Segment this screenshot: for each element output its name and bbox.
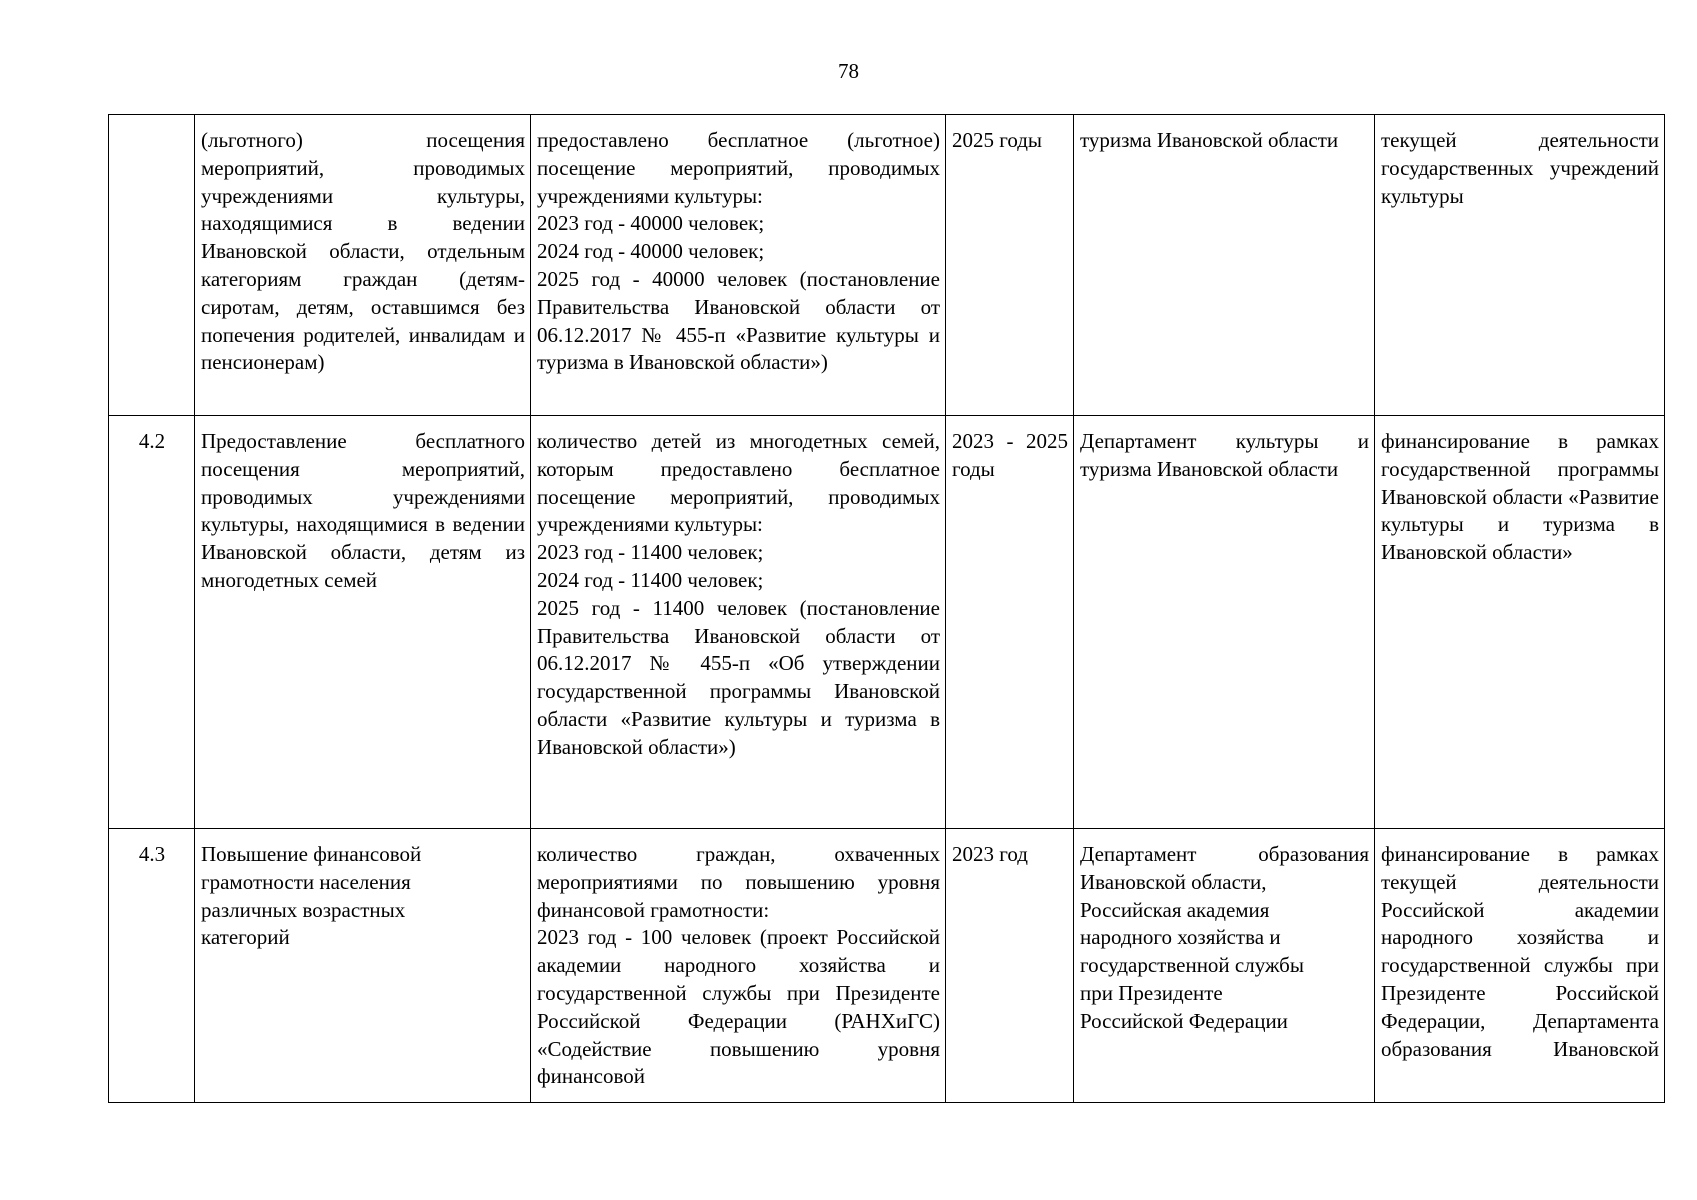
measure-name-line: категорий [201, 925, 290, 950]
funding-cell: текущей деятельности государственных учреждений культуры [1375, 115, 1665, 416]
indicator-2024: 2024 год - 40000 человек; [537, 239, 765, 264]
indicator-2023: 2023 год - 40000 человек; [537, 211, 765, 236]
executor-line: народного хозяйства и [1080, 925, 1281, 950]
indicator-cell [531, 416, 946, 829]
measure-name-line: грамотности населения [201, 869, 411, 894]
indicator-cell [531, 829, 946, 1103]
indicator-2023: 2023 год - 11400 человек; [537, 540, 764, 565]
row-number [109, 115, 195, 416]
indicator-2024: 2024 год - 11400 человек; [537, 567, 764, 592]
indicator-intro: количество детей из многодетных семей, которым предоставлено бесплатное посещение мероприятий, проводимых учреждениями культуры: [537, 429, 940, 537]
indicator-cell [531, 115, 946, 416]
executor-line: при Президенте [1080, 980, 1223, 1005]
indicator-intro: предоставлено бесплатное (льготное) посещение мероприятий, проводимых учреждениями культуры: [537, 128, 940, 208]
executor-line: Департамент образования [1080, 842, 1369, 866]
period-cell: 2023 год [946, 829, 1074, 1103]
measure-name-line: Повышение финансовой [201, 842, 422, 866]
measure-name: (льготного) посещения мероприятий, проводимых учреждениями культуры, находящимися в ведении Ивановской области, отдельным категориям граждан (детям-сиротам, детям, оставшимся без попечения родителей, инвалидам и пенсионерам) [195, 115, 531, 416]
table-row [109, 829, 1665, 1103]
measures-table [108, 114, 1665, 1103]
indicator-2025: 2025 год - 40000 человек (постановление Правительства Ивановской области от 06.12.2017 № 455-п «Развитие культуры и туризма в Ивановской области») [537, 266, 940, 375]
executor-line: Ивановской области, [1080, 869, 1267, 894]
page-number: 78 [838, 59, 859, 83]
period-cell: 2025 годы [946, 115, 1074, 416]
row-number: 4.2 [109, 416, 195, 829]
row-number: 4.3 [109, 829, 195, 1103]
table-row [109, 115, 1665, 416]
executor-cell [1074, 829, 1375, 1103]
measure-name: Предоставление бесплатного посещения мероприятий, проводимых учреждениями культуры, находящимися в ведении Ивановской области, детям из многодетных семей [195, 416, 531, 829]
executor-line: государственной службы [1080, 953, 1304, 978]
executor-line: Российской Федерации [1080, 1008, 1288, 1033]
funding-cell [1375, 829, 1665, 1103]
period-cell: 2023 - 2025 годы [946, 416, 1074, 829]
table-row [109, 416, 1665, 829]
executor-cell: Департамент культуры и туризма Ивановской области [1074, 416, 1375, 829]
funding-text: финансирование в рамках текущей деятельности Российской академии народного хозяйства и государственной службы при Президенте Российской Федерации, Департамента образования Ивановской [1381, 842, 1659, 1061]
funding-cell: финансирование в рамках государственной программы Ивановской области «Развитие культуры и туризма в Ивановской области» [1375, 416, 1665, 829]
executor-cell: туризма Ивановской области [1074, 115, 1375, 416]
indicator-intro: количество граждан, охваченных мероприятиями по повышению уровня финансовой грамотности: [537, 842, 940, 922]
measure-name [195, 829, 531, 1103]
indicator-2023: 2023 год - 100 человек (проект Российской академии народного хозяйства и государственной службы при Президенте Российской Федерации (РАНХиГС) «Содействие повышению уровня финансовой [537, 925, 940, 1089]
executor-line: Российская академия [1080, 897, 1270, 922]
measure-name-line: различных возрастных [201, 897, 406, 922]
indicator-2025: 2025 год - 11400 человек (постановление Правительства Ивановской области от 06.12.2017 № 455-п «Об утверждении государственной программы Ивановской области «Развитие культуры и туризма в Ивановской области») [537, 595, 940, 759]
